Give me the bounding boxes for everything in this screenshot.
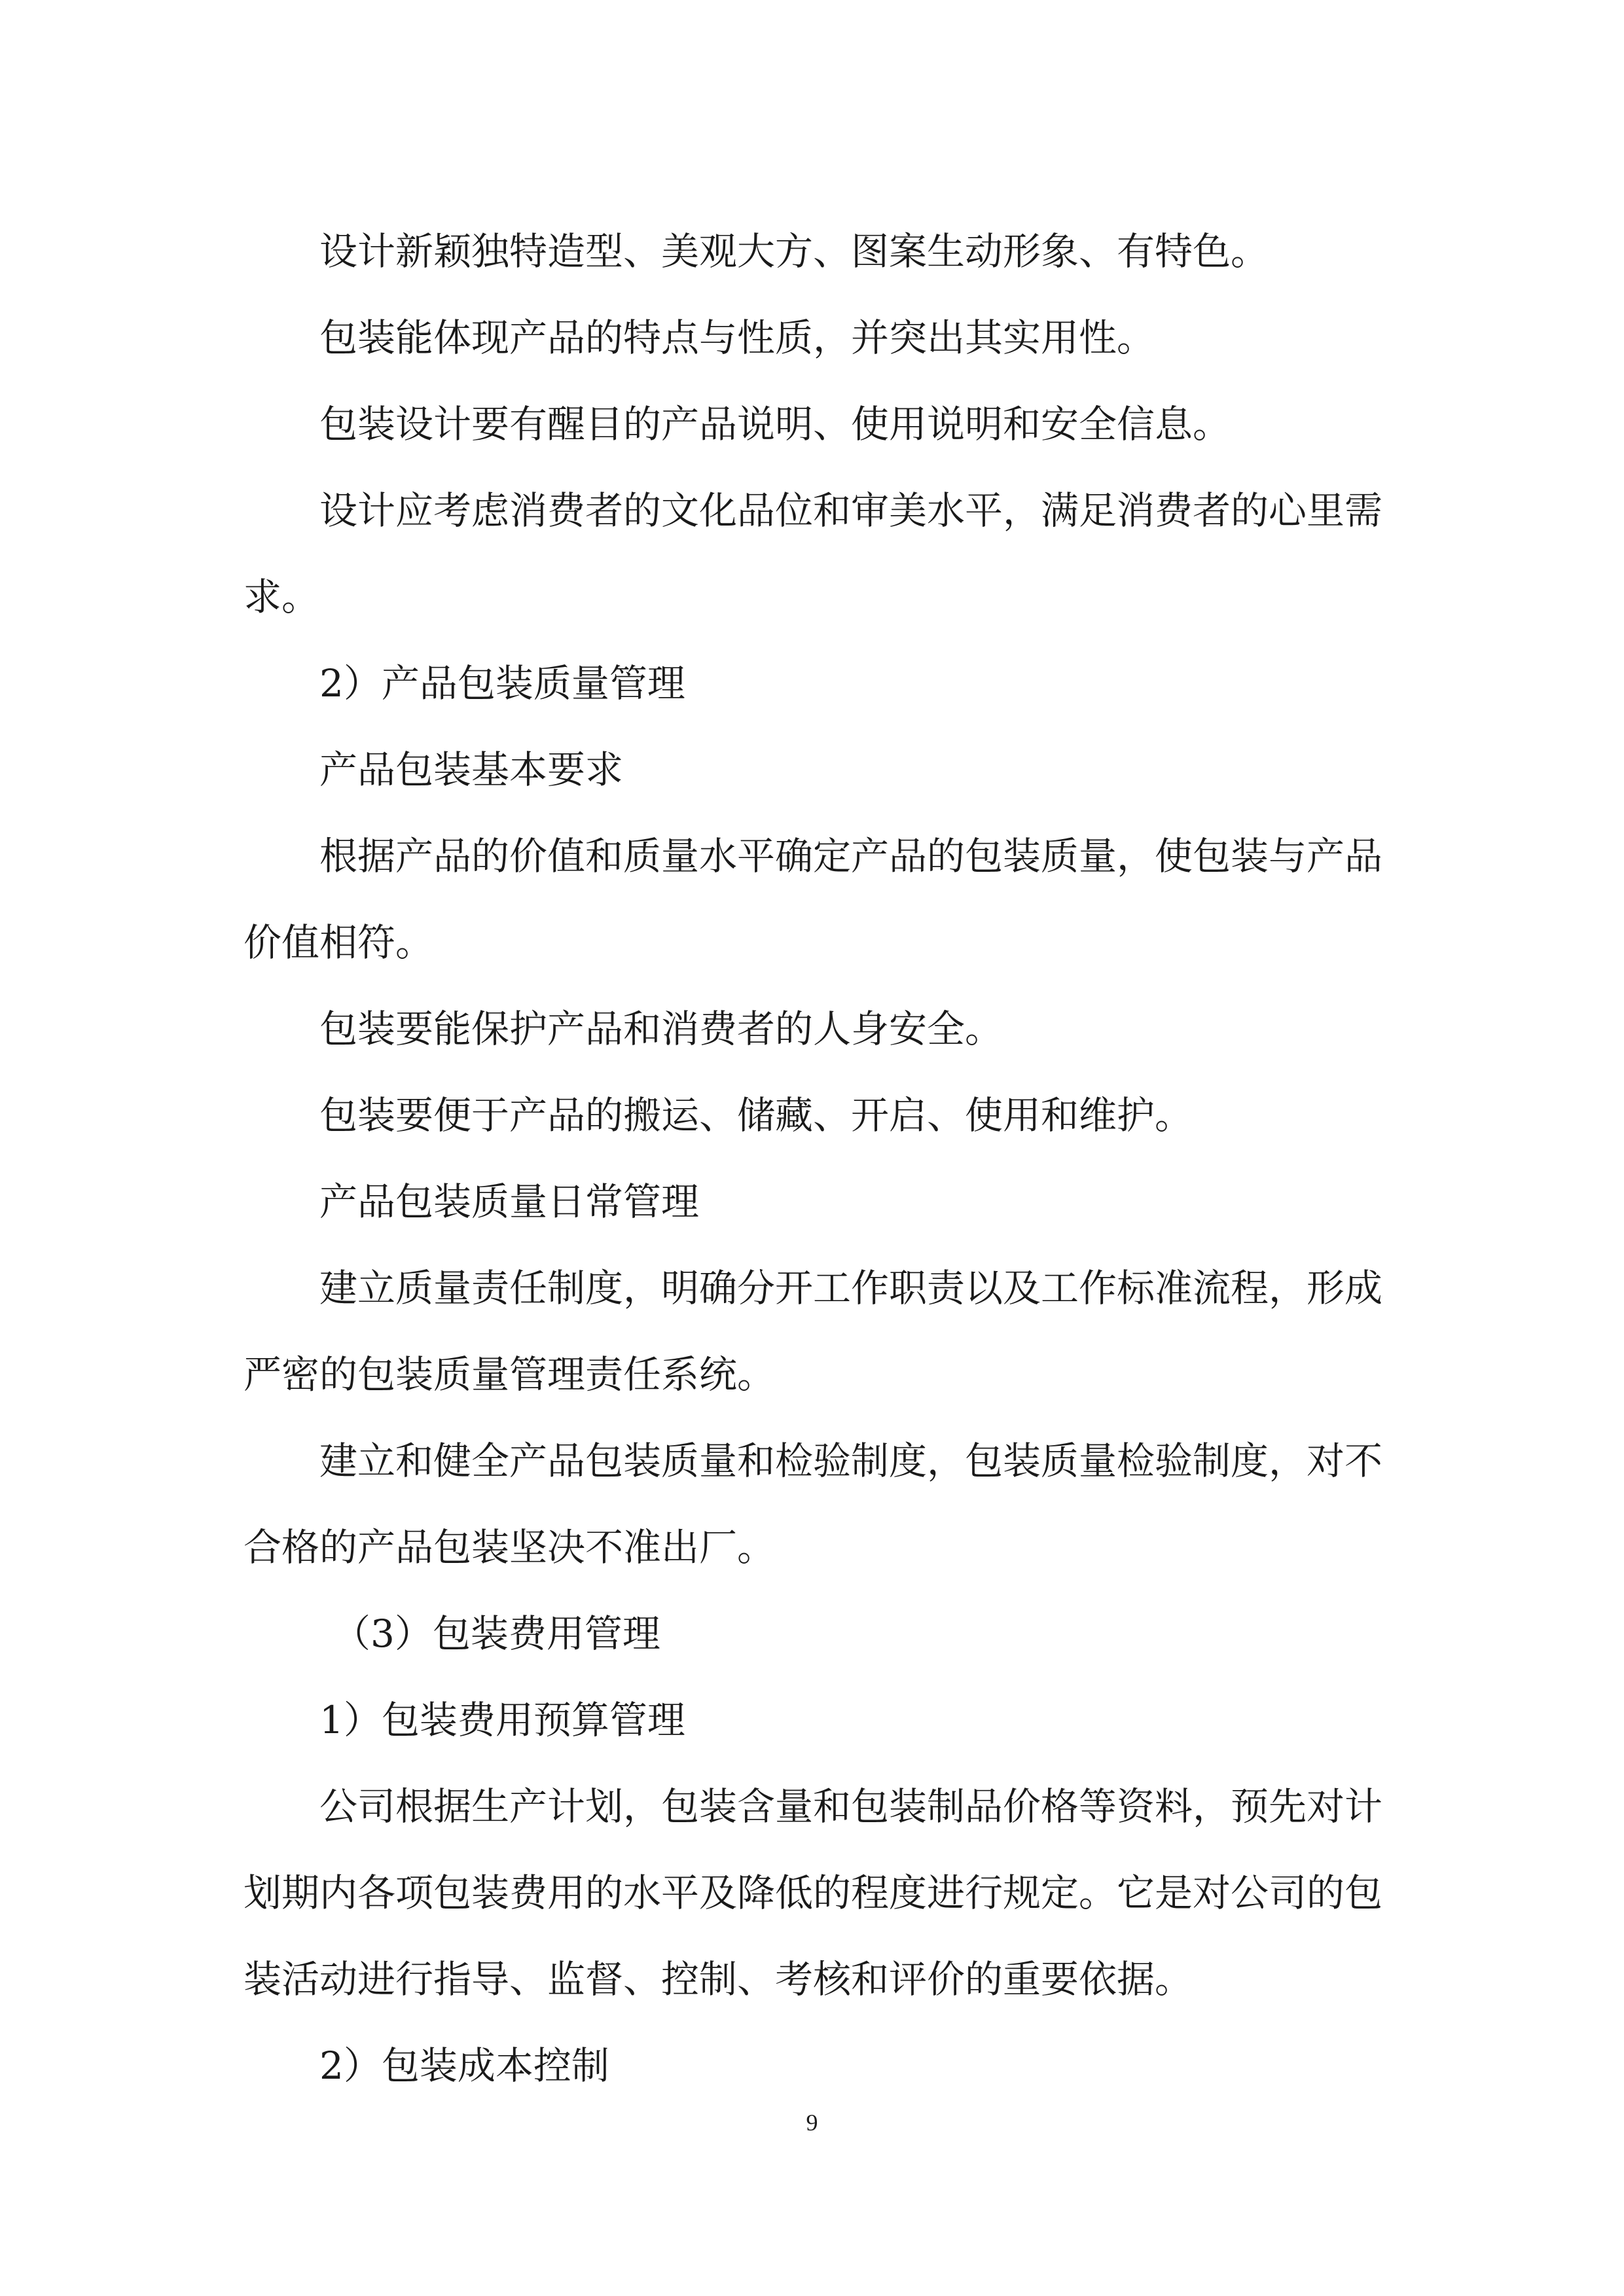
paragraph: 包装设计要有醒目的产品说明、使用说明和安全信息。 <box>319 402 1231 446</box>
document-body <box>244 208 1382 2109</box>
paragraph: 公司根据生产计划，包装含量和包装制品价格等资料，预先对计划期内各项包装费用的水平及降低的程度进行规定。它是对公司的包装活动进行指导、监督、控制、考核和评价的重要依据。 <box>244 1784 1383 2001</box>
subsection-heading: 产品包装质量日常管理 <box>319 1179 700 1224</box>
paragraph: 包装要能保护产品和消费者的人身安全。 <box>319 1007 1003 1051</box>
paragraph: 根据产品的价值和质量水平确定产品的包装质量，使包装与产品价值相符。 <box>244 834 1383 965</box>
paragraph: 包装能体现产品的特点与性质，并突出其实用性。 <box>319 315 1155 360</box>
subsection-heading: 产品包装基本要求 <box>319 747 624 792</box>
paragraph: 设计新颖独特造型、美观大方、图案生动形象、有特色。 <box>319 229 1269 274</box>
paragraph: 建立和健全产品包装质量和检验制度，包装质量检验制度，对不合格的产品包装坚决不准出厂。 <box>244 1439 1383 1570</box>
section-heading: 2）包装成本控制 <box>319 2043 609 2088</box>
paragraph: 包装要便于产品的搬运、储藏、开启、使用和维护。 <box>319 1093 1193 1138</box>
page-number: 9 <box>806 2109 818 2136</box>
section-heading: 2）产品包装质量管理 <box>319 661 685 706</box>
section-heading: 1）包装费用预算管理 <box>319 1698 685 1742</box>
paragraph: 建立质量责任制度，明确分开工作职责以及工作标准流程，形成严密的包装质量管理责任系统。 <box>244 1266 1383 1397</box>
section-heading: （3）包装费用管理 <box>333 1611 660 1656</box>
paragraph: 设计应考虑消费者的文化品位和审美水平，满足消费者的心里需求。 <box>244 488 1383 619</box>
